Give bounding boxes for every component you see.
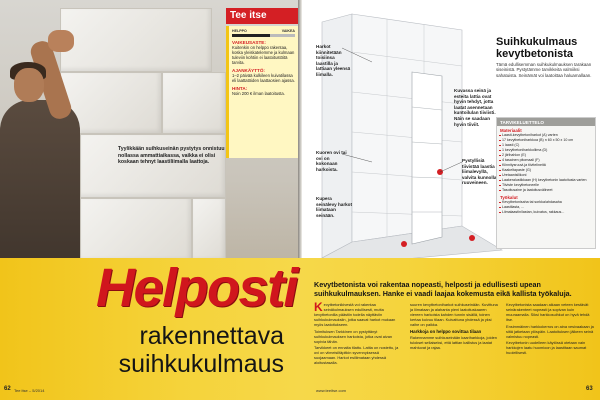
worker-hand	[48, 30, 74, 52]
wall-block	[192, 198, 226, 262]
headline-sub	[104, 322, 284, 378]
right-subtitle: Tämä edullisemman suihkukulmauksen tarakaan siseinistä. Pystytämme tarvikkeita valmiiksi sahatuista. Seinämät voi laatoittaa haluamallaan.	[496, 62, 592, 78]
wall-block	[80, 198, 192, 262]
infobox-heading: HINTA:	[232, 86, 248, 91]
difficulty-infobox	[226, 26, 298, 158]
infobox-heading: AJANKÄYTTÖ:	[232, 68, 265, 73]
article-column-2	[410, 302, 498, 380]
tee-itse-tag: Tee itse	[226, 8, 298, 24]
article-columns	[314, 302, 594, 380]
materials-heading: Materiaalit	[500, 128, 522, 133]
infobox-text: Noin 200 € ilman laatoitusta.	[232, 91, 285, 96]
right-title-line2: kevytbetonista	[496, 48, 574, 60]
illustration-note: Kuvassa seinä ja esteita lattia ovat hyvin tehdyt, jotta laatat asennetaan kuntoilulan tiiviisti. Näin se saadaan hyvin tiiviit.	[454, 88, 496, 127]
tool-item: Liimalaastin/lastan, kuivatus, rakkaus...	[497, 210, 595, 215]
material-item: Kaakeltapaste (G)	[497, 168, 595, 173]
material-item: 17 kevytbetoniharkkoa (B) n 60 x 50 x 10 cm	[497, 138, 595, 143]
wall-block	[60, 8, 212, 72]
wall-block	[80, 134, 226, 198]
illustration-callout: Kupera seinälevy harkot liimataan seinään.	[316, 196, 353, 218]
illustration-callout: Harkot kiinnitetään toisiinsa laastilla ja lattiaan yleensä liimalla.	[316, 44, 351, 77]
article-intro: Kevytbetonista voi rakentaa nopeasti, helposti ja edullisesti upean suihkukulmauksen. Hanke ei vaadi laajaa kokemusta eikä kallista työkaluja.	[314, 280, 572, 298]
material-item: Uretaanisilikoni	[497, 173, 595, 178]
headline-main: Helposti	[96, 258, 298, 318]
scale-easy-label: HELPPO	[232, 29, 247, 33]
article-paragraph	[314, 302, 402, 327]
material-item: Tasoitusaine ja laatoitusvälineet	[497, 188, 595, 193]
material-item: Tiiviste kevytbetoneelle	[497, 183, 595, 188]
article-paragraph: Toimituksen Tarkkinen on pystyttänyt suihkukulmauksen harkoista, jotka ovat aivan sopivia tähän.	[314, 328, 393, 344]
material-item: 1 kevytbetoniharkkoliima (D)	[497, 148, 595, 153]
right-title	[496, 36, 577, 60]
materials-list	[497, 133, 595, 193]
article-column-1	[314, 302, 402, 380]
article-paragraph: Rakennamme suihkuseinään kaariharkkoja, joiden tulokset sellaiseksi, että lattian kallistus ja laatat mahtuvat ja rajaa.	[410, 335, 497, 350]
illustration-callout: Kuoren ovi tai ovi on kokonaan harkoista.	[316, 150, 347, 172]
article-paragraph: suuren kevytbetoniharkot suihkuseinään. Kuvittuna ja liimataan ja alahanta pieni laatoituskaaren viereen harkoista kahden tunnin sisällä, toinen kertaa kuivuu tilaan. Kuivattuna yhdessä ja yksi vaihe on paikka.	[410, 302, 498, 327]
article-paragraph: Kevytbetonin uudelleen käytössä otetaan vain harkkojen laatu huomioon ja laastitaan saumat huolellisesti.	[506, 340, 587, 355]
tool-item: Kevytbetonisaha tai sorkka/ahdasaha	[497, 200, 595, 205]
materials-list-heading: TARVIKELUETTELO	[497, 118, 595, 126]
difficulty-bar	[232, 34, 295, 37]
footer-right: www.teeitse.com	[316, 388, 347, 393]
material-item: Laasti-kevytbetoniharkot (A) varten	[497, 133, 595, 138]
worker-head	[14, 68, 44, 102]
material-item: Kiinnitysruuvi-ja tiivitelineitä	[497, 163, 595, 168]
paragraph-text: evytbetonikivestä voi rakentaa seinäkulmauksen edullisesti, mutta kevytbetonilla päästiin todella näyttäviin suihkukulmauksiin, jotka saavat harkot mukaan myös laatoitukseen.	[314, 302, 396, 327]
tool-item: Laastilasta, ...	[497, 205, 595, 210]
drop-cap: K	[314, 302, 323, 314]
material-item: 1 laasti (C)	[497, 143, 595, 148]
article-subheading: Harkkoja on helppo sovittaa tilaan	[410, 328, 482, 334]
illustration-callout: Pystyllisiä tiivistää laastia liimalevyllä, valvita kunnolla ruuveineen.	[462, 158, 497, 186]
article-column-3	[506, 302, 594, 380]
tools-list	[497, 200, 595, 215]
headline-sub-line2: suihkukulmaus	[118, 350, 284, 378]
headline-sub-line1: rakennettava	[139, 322, 284, 350]
right-title-line1: Suihkukulmaus	[496, 36, 578, 48]
article-paragraph: Ensimmäinen harkkokerros on aina vesivaakaan ja siitä jatketaan ylöspäin. Laatoituksen jälkeen seinä valmistuu nopeasti.	[506, 323, 594, 339]
footer-left: Tee itse – 5/2014	[14, 388, 45, 393]
infobox-heading: VAIKEUSASTE:	[232, 40, 266, 45]
infobox-text: 1–2 päivää kulkileen kuivatilassa eli laattatöiden laattaosien ajassa.	[232, 73, 295, 83]
scale-hard-label: VAIKEA	[281, 29, 295, 33]
material-item: Laakeralustikkaan (H) kevytbetonin laatoitusta varten	[497, 178, 595, 183]
material-item: 2 jiirihahlon (E)	[497, 153, 595, 158]
wall-block	[162, 72, 226, 134]
article-paragraph: Tarvikkeet on ennalta tilattu. Lattia on nostettu, ja ovi on viimeisiltäpitkin syvennyksessä suojaamaan. Harkot esiliimataan yhdessä aloitustasalla.	[314, 345, 399, 365]
photo-caption: Tyylikkään suihkuseinän pystytys onnistuu nollassa ammattiaikassa, vaikka ei olisi koskaan tehnyt laastiliimalla laattoja.	[118, 146, 225, 166]
infobox-text: Kuitenkin on helppo rakentaa, koska yleiskatelemme ja kulmaan tuleviin kohtiin ei laatoitustöitä tarvita.	[232, 45, 295, 65]
materials-list-box	[496, 117, 596, 249]
tools-heading: Työkalut	[500, 195, 518, 200]
material-item: 4 tasainen pitomaali (F)	[497, 158, 595, 163]
page-number-right: 63	[586, 386, 593, 392]
difficulty-scale	[232, 29, 295, 33]
page-number-left: 62	[4, 386, 11, 392]
article-paragraph: Kevytbetonista saadaan aikaan veteen kestävät seinärakenteet nopeasti ja sopivan kuin muuraamalla. Siksi harkkosuihkut on hyvä tehdä itse.	[506, 302, 590, 322]
